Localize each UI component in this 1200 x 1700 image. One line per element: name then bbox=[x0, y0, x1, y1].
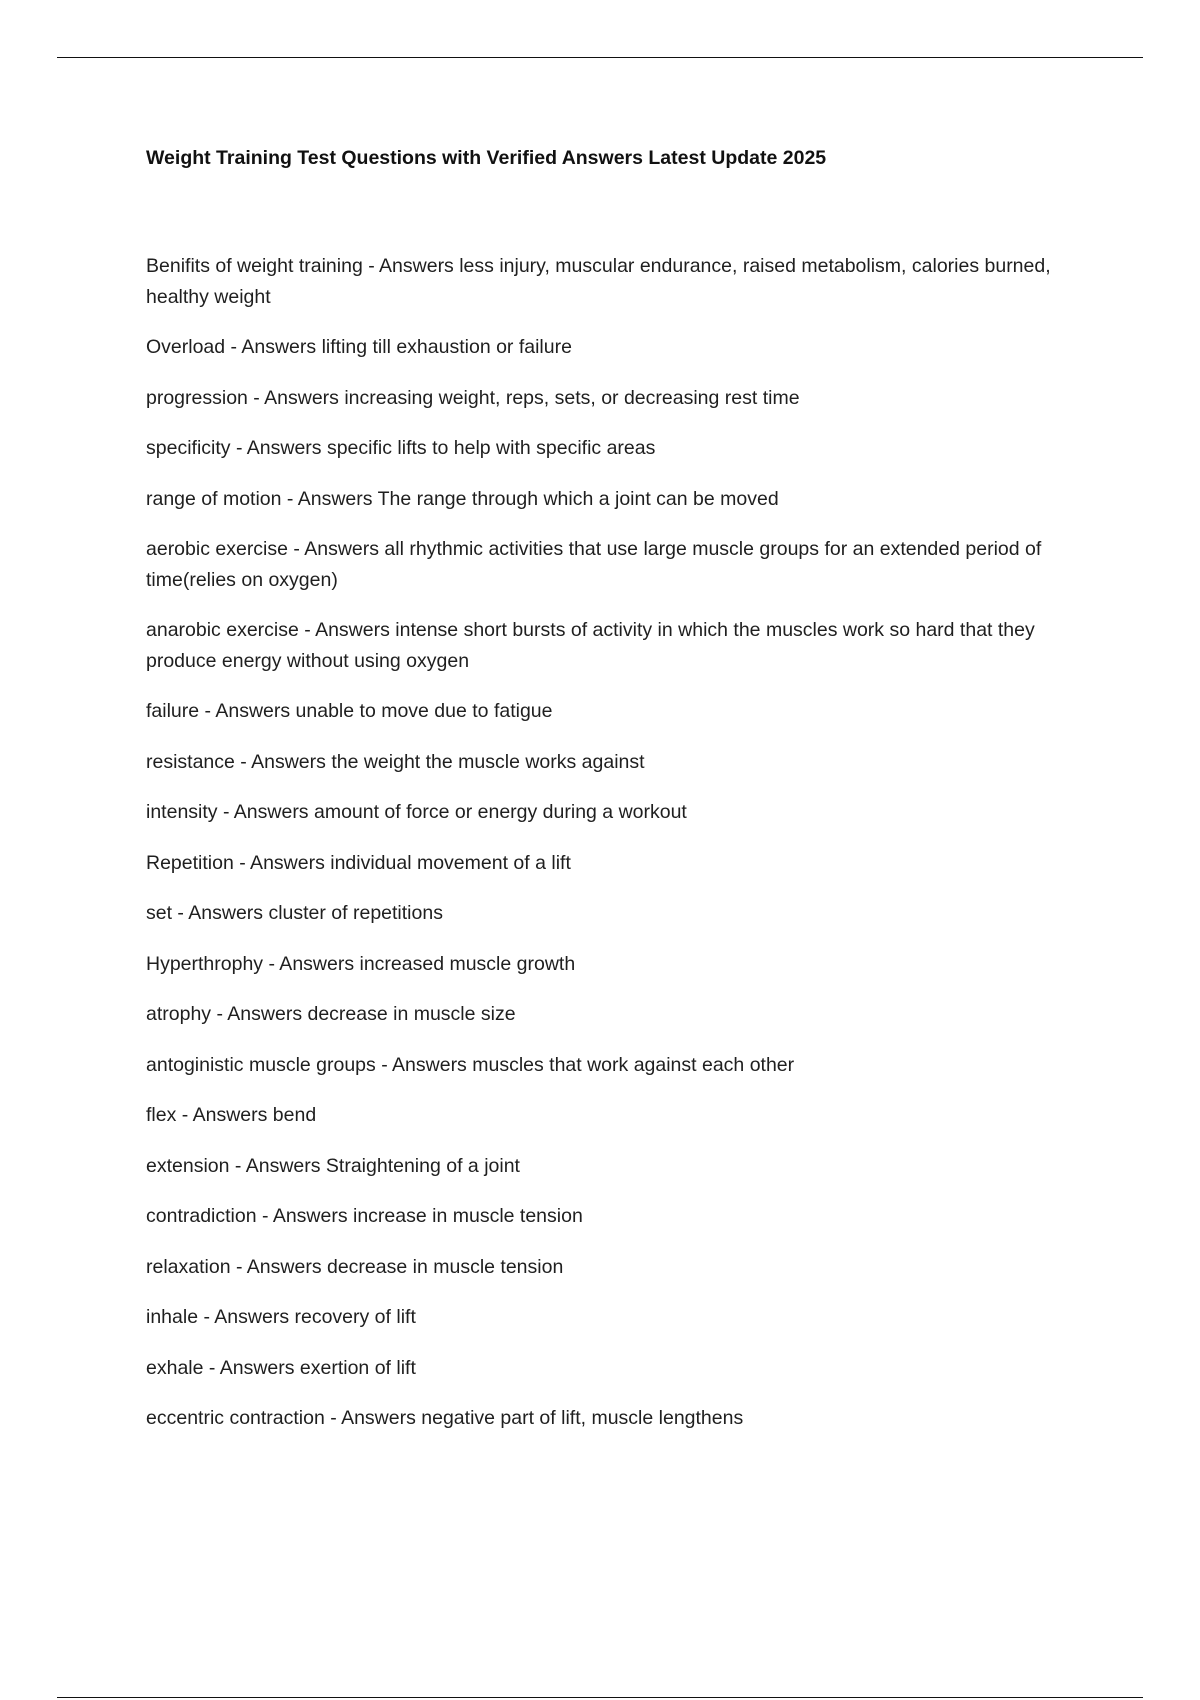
qa-entry: set - Answers cluster of repetitions bbox=[146, 902, 443, 924]
header-rule bbox=[57, 57, 1143, 58]
qa-entry: failure - Answers unable to move due to fatigue bbox=[146, 700, 553, 722]
qa-entry: intensity - Answers amount of force or energy during a workout bbox=[146, 801, 687, 823]
qa-entry: specificity - Answers specific lifts to help with specific areas bbox=[146, 437, 656, 459]
qa-entry: progression - Answers increasing weight, reps, sets, or decreasing rest time bbox=[146, 386, 800, 409]
qa-entry: eccentric contraction - Answers negative part of lift, muscle lengthens bbox=[146, 1407, 744, 1429]
qa-entry: Hyperthrophy - Answers increased muscle growth bbox=[146, 952, 576, 975]
qa-entry: resistance - Answers the weight the muscle works against bbox=[146, 750, 645, 773]
footer-rule bbox=[57, 1697, 1143, 1698]
qa-entry: Repetition - Answers individual movement of a lift bbox=[146, 851, 571, 874]
qa-entry: contradiction - Answers increase in muscle tension bbox=[146, 1205, 583, 1227]
qa-list bbox=[146, 251, 1086, 1434]
document-body bbox=[146, 144, 1086, 1454]
qa-entry: exhale - Answers exertion of lift bbox=[146, 1356, 416, 1379]
qa-entry: aerobic exercise - Answers all rhythmic activities that use large muscle groups for an extended period of time(relies on oxygen) bbox=[146, 538, 1042, 591]
qa-entry: antoginistic muscle groups - Answers muscles that work against each other bbox=[146, 1053, 795, 1076]
qa-entry: anarobic exercise - Answers intense short bursts of activity in which the muscles work so hard that they produce energy without using oxygen bbox=[146, 619, 1035, 672]
qa-entry: inhale - Answers recovery of lift bbox=[146, 1306, 416, 1328]
qa-entry: flex - Answers bend bbox=[146, 1104, 317, 1126]
document-title: Weight Training Test Questions with Verified Answers Latest Update 2025 bbox=[146, 147, 827, 169]
qa-entry: range of motion - Answers The range through which a joint can be moved bbox=[146, 487, 779, 510]
qa-entry: extension - Answers Straightening of a joint bbox=[146, 1154, 520, 1177]
qa-entry: relaxation - Answers decrease in muscle tension bbox=[146, 1255, 564, 1278]
qa-entry: atrophy - Answers decrease in muscle size bbox=[146, 1003, 516, 1025]
qa-entry: Benifits of weight training - Answers less injury, muscular endurance, raised metabolism, calories burned, healthy weight bbox=[146, 255, 1051, 308]
qa-entry: Overload - Answers lifting till exhaustion or failure bbox=[146, 336, 572, 358]
